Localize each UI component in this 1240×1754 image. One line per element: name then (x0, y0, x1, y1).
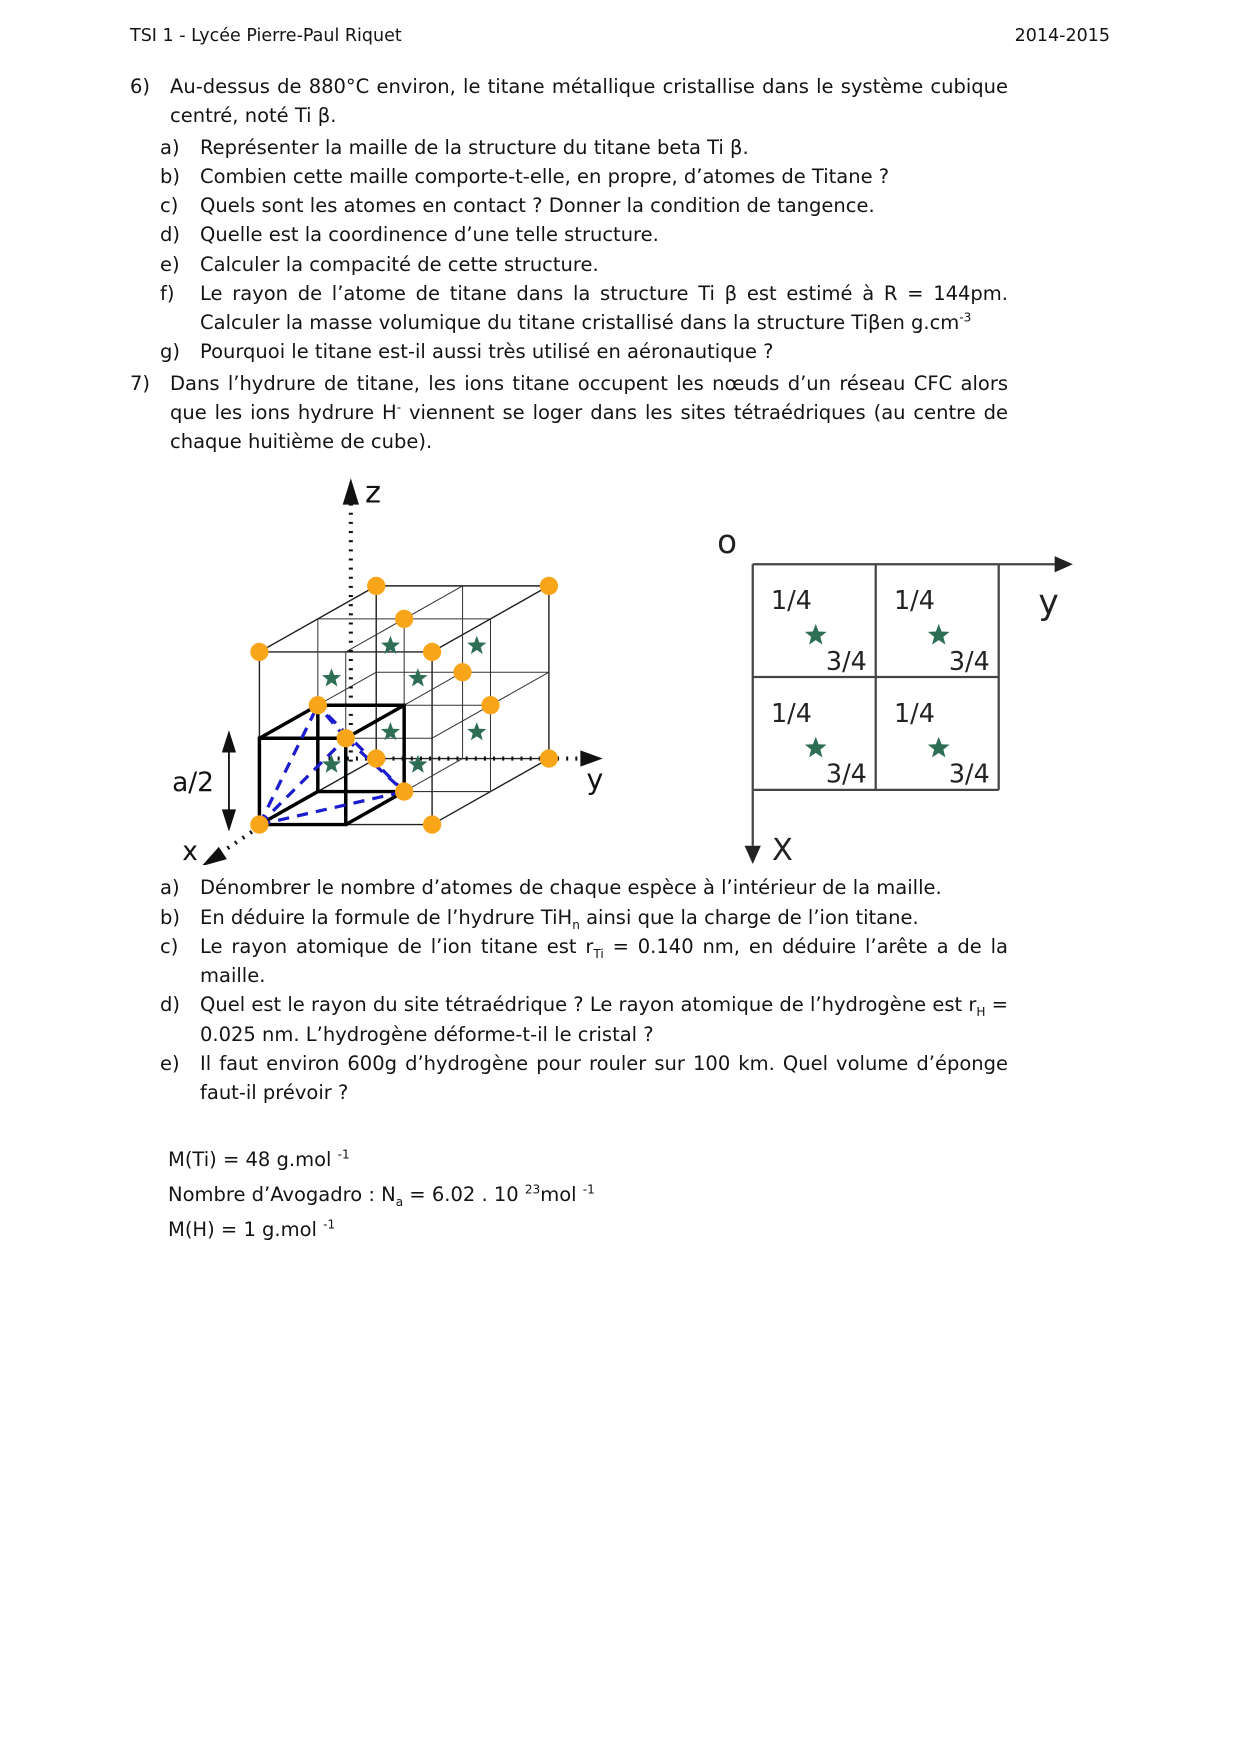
question-6-sublist (160, 133, 1008, 367)
question-6-intro: Au-dessus de 880°C environ, le titane métallique cristallise dans le système cubique centré, noté Ti β. (170, 75, 1008, 128)
y-axis-label: y (1038, 583, 1059, 624)
item-text-rest: ainsi que la charge de l’ion titane. (579, 905, 919, 929)
q6-item-g (160, 337, 1008, 366)
item-text: Il faut environ 600g d’hydrogène pour rouler sur 100 km. Quel volume d’éponge faut-il prévoir ? (200, 1051, 1008, 1105)
item-text-sup: -3 (959, 310, 972, 325)
cell3-threequarter: 3/4 (825, 758, 867, 789)
half-edge-dimension (222, 730, 236, 832)
item-text: Quels sont les atomes en contact ? Donner la condition de tangence. (200, 194, 875, 217)
item-text-rest: = 0.140 nm, en déduire l’arête a de la maille. (200, 934, 1008, 988)
molar-mass-hydrogen (168, 1213, 1008, 1248)
constant-text: Nombre d’Avogadro : N (168, 1183, 396, 1207)
item-text-main: En déduire la formule de l’hydrure TiH (200, 905, 573, 929)
constant-text: = 6.02 . 10 (403, 1183, 525, 1207)
item-text: Calculer la compacité de cette structure. (200, 252, 599, 276)
q7-intro-rest: viennent se loger dans les sites tétraédriques (au centre de chaque huitième de cube). (170, 400, 1008, 453)
question-7-sublist (160, 873, 1008, 1107)
item-text-rest: = 0.025 nm. L’hydrogène déforme-t-il le cristal ? (200, 993, 1008, 1046)
page-content (0, 46, 1240, 1248)
item-label: e) (160, 1051, 180, 1075)
item-text (200, 932, 1008, 991)
projection-site-stars (805, 624, 950, 758)
q7-intro-sup: - (396, 400, 402, 415)
avogadro-number (168, 1178, 1008, 1213)
cell1-threequarter: 3/4 (825, 646, 867, 677)
item-text-main: Quel est le rayon du site tétraédrique ? Le rayon atomique de l’hydrogène est r (200, 993, 977, 1017)
q6-item-d (160, 220, 1008, 249)
q7-item-d (160, 990, 1008, 1049)
q7-item-a (160, 873, 1008, 902)
item-text (200, 903, 1008, 932)
axis-labels (172, 476, 603, 866)
header-year: 2014-2015 (1014, 26, 1110, 46)
q6-item-a (160, 133, 1008, 162)
z-axis-label: z (365, 475, 382, 511)
x-axis-label: x (182, 836, 198, 866)
molar-mass-titanium (168, 1143, 1008, 1178)
constant-text: mol (540, 1183, 583, 1207)
constant-sup: -1 (582, 1182, 595, 1197)
q6-item-c (160, 191, 1008, 220)
question-7-number: 7) (130, 371, 151, 395)
x-arrow-icon (202, 847, 227, 865)
q7-item-b (160, 903, 1008, 932)
constant-sup: -1 (337, 1147, 350, 1162)
constant-text: M(H) = 1 g.mol (168, 1217, 324, 1241)
q6-item-b (160, 162, 1008, 191)
item-text (200, 279, 1008, 338)
constant-sub: a (395, 1195, 404, 1210)
cell2-quarter: 1/4 (894, 585, 935, 616)
crystal-3d-figure (168, 464, 620, 865)
item-label: e) (160, 252, 180, 276)
item-text-main: Le rayon atomique de l’ion titane est r (200, 934, 594, 958)
question-7 (130, 369, 1008, 457)
item-label: a) (160, 135, 180, 159)
item-text: Quelle est la coordinence d’une telle structure. (200, 223, 659, 247)
item-text (200, 990, 1008, 1049)
projection-figure (646, 490, 1078, 871)
page-header (0, 0, 1240, 46)
item-label: a) (160, 876, 180, 900)
item-label: c) (160, 934, 179, 958)
item-text-sub: n (572, 917, 580, 932)
item-label: b) (160, 164, 180, 188)
item-label: c) (160, 194, 179, 217)
q6-item-e (160, 250, 1008, 279)
constant-text: M(Ti) = 48 g.mol (168, 1148, 338, 1172)
item-label: f) (160, 281, 175, 305)
item-text: Pourquoi le titane est-il aussi très utilisé en aéronautique ? (200, 340, 774, 364)
header-school: TSI 1 - Lycée Pierre-Paul Riquet (130, 26, 402, 46)
item-text-sub: Ti (593, 946, 604, 961)
data-constants (168, 1143, 1008, 1247)
y-axis-label: y (586, 763, 604, 797)
cell1-quarter: 1/4 (771, 585, 812, 616)
cell3-quarter: 1/4 (771, 698, 812, 729)
y-arrow-icon (1055, 556, 1073, 572)
x-arrow-icon (745, 846, 761, 864)
z-arrow-icon (343, 478, 359, 504)
item-label: d) (160, 223, 180, 247)
question-6-number: 6) (130, 75, 151, 98)
item-text-main: Le rayon de l’atome de titane dans la structure Ti β est estimé à R = 144pm. Calculer la masse volumique du titane cristallisé dans la structure Tiβen g.cm (200, 281, 1008, 334)
projection-labels (717, 523, 1059, 868)
x-axis-label: X (772, 833, 793, 869)
constant-sup: -1 (323, 1217, 336, 1232)
question-6 (130, 72, 1008, 131)
figures-row (168, 464, 1059, 871)
item-text-sub: H (976, 1005, 986, 1020)
origin-label: o (717, 523, 738, 562)
constant-exp: 23 (524, 1182, 541, 1197)
q7-item-c (160, 932, 1008, 991)
q6-item-f (160, 279, 1008, 338)
item-label: d) (160, 993, 180, 1017)
cell4-quarter: 1/4 (894, 698, 935, 729)
half-edge-label: a/2 (172, 767, 214, 799)
item-text: Dénombrer le nombre d’atomes de chaque espèce à l’intérieur de la maille. (200, 876, 942, 900)
q7-item-e (160, 1049, 1008, 1108)
item-text: Représenter la maille de la structure du titane beta Ti β. (200, 135, 749, 159)
item-label: b) (160, 905, 180, 929)
question-7-intro (170, 369, 1008, 457)
q7-intro-main: Dans l’hydrure de titane, les ions titane occupent les nœuds d’un réseau CFC alors que les ions hydrure H (170, 371, 1008, 424)
item-text: Combien cette maille comporte-t-elle, en propre, d’atomes de Titane ? (200, 164, 890, 188)
cell2-threequarter: 3/4 (948, 646, 990, 677)
cell4-threequarter: 3/4 (948, 758, 990, 789)
item-label: g) (160, 340, 180, 364)
